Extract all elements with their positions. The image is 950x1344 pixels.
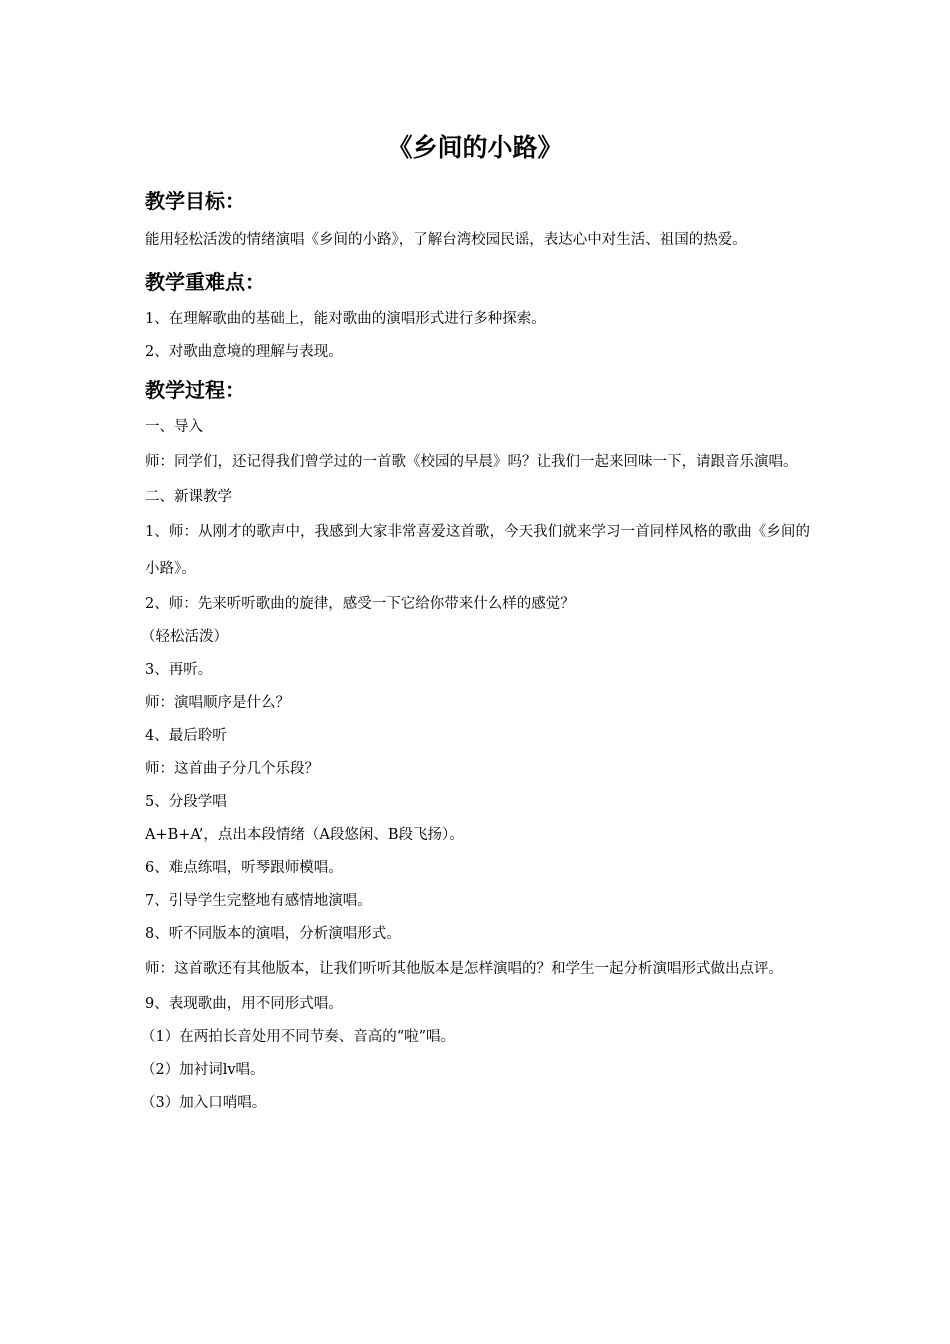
step-7: 7、引导学生完整地有感情地演唱。 <box>145 893 372 909</box>
step-2: 2、师：先来听听歌曲的旋律，感受一下它给你带来什么样的感觉？ <box>145 596 575 612</box>
step-1: 1、师：从刚才的歌声中，我感到大家非常喜爱这首歌，今天我们就来学习一首同样风格的歌曲《乡间的小路》。 <box>145 524 810 577</box>
step-4-question: 师：这首曲子分几个乐段？ <box>145 761 319 777</box>
new-lesson-title: 二、新课教学 <box>145 489 232 505</box>
step-9-item: （2）加衬词lv唱。 <box>141 1062 265 1078</box>
key-point-item: 1、在理解歌曲的基础上，能对歌曲的演唱形式进行多种探索。 <box>145 311 546 327</box>
step-9-item: （3）加入口哨唱。 <box>141 1095 267 1111</box>
step-3-question: 师：演唱顺序是什么？ <box>145 695 290 711</box>
step-8: 8、听不同版本的演唱，分析演唱形式。 <box>145 926 401 942</box>
process-heading: 教学过程： <box>145 378 245 402</box>
step-5: 5、分段学唱 <box>145 794 227 810</box>
step-9: 9、表现歌曲，用不同形式唱。 <box>145 996 343 1012</box>
objectives-heading: 教学目标： <box>145 189 245 213</box>
intro-title: 一、导入 <box>145 419 203 435</box>
key-points-heading: 教学重难点： <box>145 270 265 294</box>
step-3: 3、再听。 <box>145 662 213 678</box>
step-8-text: 师：这首歌还有其他版本，让我们听听其他版本是怎样演唱的？和学生一起分析演唱形式做出点评。 <box>145 961 783 977</box>
step-4: 4、最后聆听 <box>145 728 227 744</box>
intro-text: 师：同学们，还记得我们曾学过的一首歌《校园的早晨》吗？让我们一起来回味一下，请跟音乐演唱。 <box>145 454 798 470</box>
document-title: 《乡间的小路》 <box>387 133 563 162</box>
document-body <box>141 180 810 1120</box>
step-6: 6、难点练唱，听琴跟师模唱。 <box>145 860 343 876</box>
step-9-item: （1）在两拍长音处用不同节奏、音高的“啦”唱。 <box>141 1029 456 1045</box>
key-point-item: 2、对歌曲意境的理解与表现。 <box>145 344 343 360</box>
step-2-answer: （轻松活泼） <box>141 629 228 645</box>
objectives-paragraph: 能用轻松活泼的情绪演唱《乡间的小路》，了解台湾校园民谣，表达心中对生活、祖国的热爱。 <box>145 232 747 248</box>
step-5-note: A+B+A’，点出本段情绪（A段悠闲、B段飞扬）。 <box>145 827 464 843</box>
